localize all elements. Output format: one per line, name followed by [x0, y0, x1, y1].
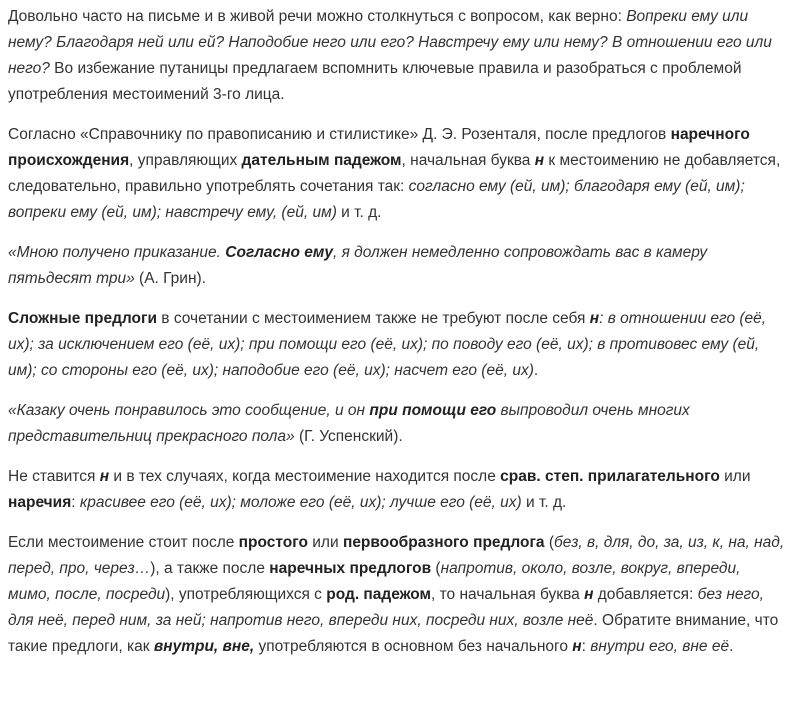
text-span: ), а также после	[150, 560, 270, 577]
bold-term: наречного происхождения	[8, 126, 750, 169]
italic-examples: без, в, для, до, за, из, к, на, над, перед, про, через…	[8, 534, 785, 577]
text-span: или	[307, 534, 343, 551]
text-span: или	[719, 468, 751, 485]
text-span: , управляющих	[129, 152, 242, 169]
text-span: к местоимению не добавляется, следовательно, правильно употреблять сочетания так:	[8, 152, 781, 195]
bold-italic-letter: н	[534, 152, 545, 169]
italic-examples: согласно ему (ей, им); благодаря ему (ей, им); вопреки ему (ей, им); навстречу ему, (ей, им)	[8, 178, 745, 221]
bold-term: срав. степ. прилагательного	[500, 468, 720, 485]
text-span: .	[533, 362, 539, 379]
paragraph-intro	[8, 4, 785, 108]
bold-italic-letter: н	[99, 468, 110, 485]
text-span: Довольно часто на письме и в живой речи можно столкнуться с вопросом, как верно:	[8, 8, 627, 25]
text-span: в сочетании с местоимением также не требуют после себя	[157, 310, 590, 327]
italic-quote: выпроводил очень многих представительниц прекрасного пола»	[8, 402, 690, 445]
bold-italic-letter: н	[572, 638, 582, 655]
text-span: . Обратите внимание, что такие предлоги, как	[8, 612, 779, 655]
bold-italic-phrase: внутри, вне,	[153, 638, 255, 655]
paragraph-comparative	[8, 464, 785, 516]
paragraph-quote-uspensky	[8, 398, 785, 450]
bold-term: Сложные предлоги	[8, 310, 157, 327]
text-span: Во избежание путаницы предлагаем вспомнить ключевые правила и разобраться с проблемой употребления местоимений 3-го лица.	[8, 60, 742, 103]
text-span: употребляются в основном без начального	[254, 638, 573, 655]
text-span: .	[729, 638, 734, 655]
text-span: , начальная буква	[401, 152, 535, 169]
italic-examples: внутри его, вне её	[590, 638, 730, 655]
bold-italic-phrase: Согласно ему	[225, 244, 333, 261]
quote-author: (Г. Успенский).	[294, 428, 403, 445]
text-span: и в тех случаях, когда местоимение находится после	[109, 468, 501, 485]
bold-term: наречных предлогов	[269, 560, 432, 577]
italic-quote: , я должен немедленно сопровождать вас в камеру пятьдесят три»	[8, 244, 708, 287]
text-span: и т. д.	[336, 204, 382, 221]
bold-term: наречия	[8, 494, 72, 511]
italic-examples: напротив, около, возле, вокруг, впереди, мимо, после, посреди	[8, 560, 741, 603]
text-span: (	[431, 560, 441, 577]
bold-italic-letter: н	[584, 586, 594, 603]
text-span: Не ставится	[8, 468, 100, 485]
quote-author: (А. Грин).	[134, 270, 206, 287]
bold-term: дательным падежом	[241, 152, 402, 169]
text-span: , то начальная буква	[431, 586, 585, 603]
italic-examples: : в отношении его (её, их); за исключением его (её, их); при помощи его (её, их); по поводу его (её, их); в противовес ему (ей, им); со стороны его (её, их); наподобие его (её, их); насчет его (её, их)	[8, 310, 767, 379]
paragraph-rosenthal-rule	[8, 122, 785, 226]
paragraph-quote-grin	[8, 240, 785, 292]
text-span: Согласно «Справочнику по правописанию и стилистике» Д. Э. Розенталя, после предлогов	[8, 126, 671, 143]
italic-quote: «Казаку очень понравилось это сообщение, и он	[8, 402, 370, 419]
bold-term: простого	[238, 534, 308, 551]
italic-quote: «Мною получено приказание.	[8, 244, 226, 261]
text-span: и т. д.	[521, 494, 567, 511]
text-span: добавляется:	[593, 586, 698, 603]
bold-term: первообразного предлога	[342, 534, 545, 551]
text-span: ), употребляющихся с	[165, 586, 327, 603]
italic-examples: без него, для неё, перед ним, за ней; напротив него, впереди них, посреди них, возле неё	[8, 586, 764, 629]
paragraph-simple-prepositions	[8, 530, 785, 660]
text-span: :	[71, 494, 80, 511]
bold-italic-phrase: при помощи его	[369, 402, 497, 419]
paragraph-complex-prepositions	[8, 306, 785, 384]
bold-term: род. падежом	[326, 586, 432, 603]
italic-examples: Вопреки ему или нему? Благодаря ней или ей? Наподобие него или его? Навстречу ему или нему? В отношении его или него?	[8, 8, 772, 77]
text-span: :	[581, 638, 591, 655]
bold-italic-letter: н	[589, 310, 600, 327]
italic-examples: красивее его (её, их); моложе его (её, их); лучше его (её, их)	[79, 494, 522, 511]
text-span: Если местоимение стоит после	[8, 534, 239, 551]
text-span: (	[544, 534, 555, 551]
